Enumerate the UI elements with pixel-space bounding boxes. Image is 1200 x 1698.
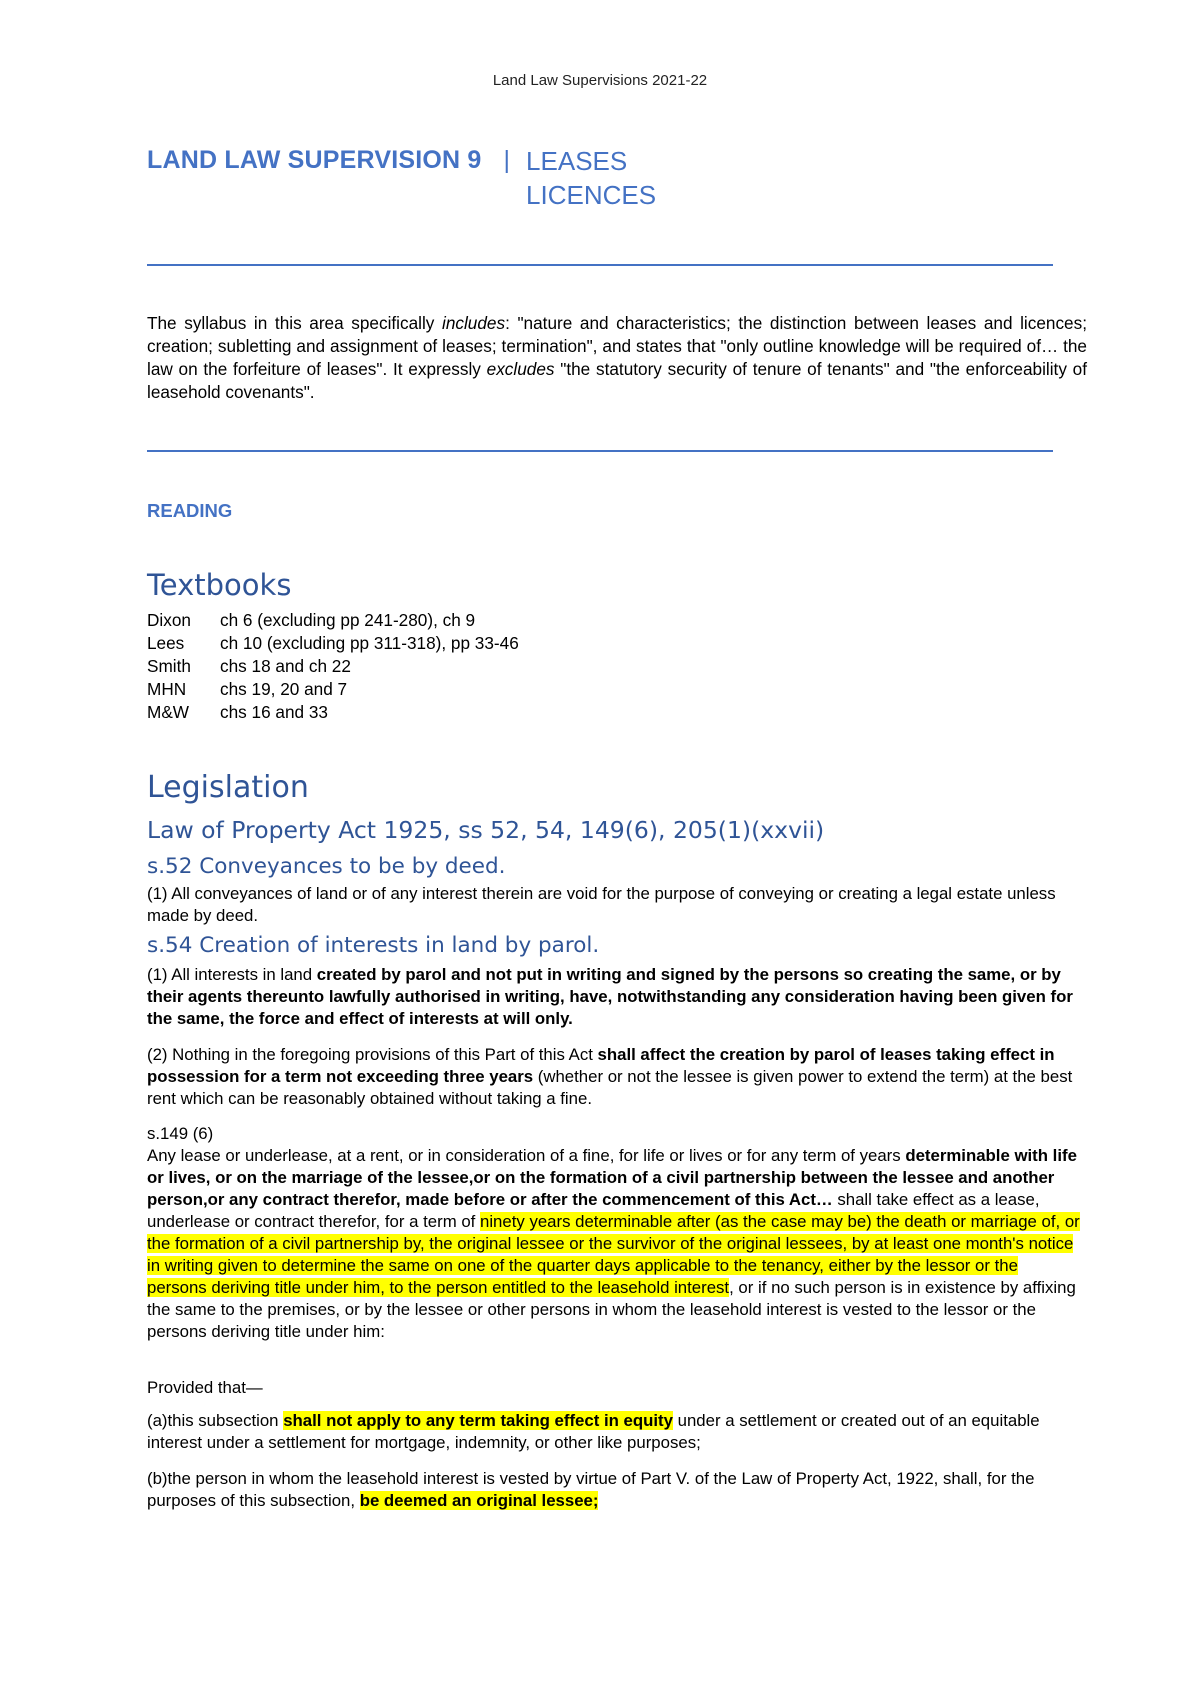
title-block: [147, 146, 1067, 212]
s149-bold: determinable with life or lives, or on the marriage of the lessee,or on the formation of a civil partnership between the lessee and another person,or any contract therefor, made before or after the commencement of this Act…: [147, 1146, 1077, 1209]
s52-text: (1) All conveyances of land or of any interest therein are void for the purpose of conveying or creating a legal estate unless made by deed.: [147, 884, 1056, 925]
s54-subsection-2: [147, 1044, 1082, 1110]
s54-subsection-1: [147, 964, 1082, 1030]
legislation-heading: Legislation: [147, 770, 309, 805]
proviso-b: [147, 1468, 1082, 1512]
divider-rule: [147, 450, 1053, 452]
syllabus-excludes: excludes: [486, 359, 555, 379]
textbook-ref: chs 18 and ch 22: [220, 656, 351, 676]
s54-heading: s.54 Creation of interests in land by parol.: [147, 933, 600, 958]
textbook-row: [147, 678, 519, 701]
s149-label: s.149 (6): [147, 1124, 214, 1143]
textbook-author: Dixon: [147, 610, 191, 630]
textbook-ref: ch 10 (excluding pp 311-318), pp 33-46: [220, 633, 519, 653]
page-title: LAND LAW SUPERVISION 9: [147, 146, 482, 174]
proviso-b-text: (b)the person in whom the leasehold interest is vested by virtue of Part V. of the Law of Property Act, 1922, shall, for the purposes of this subsection,: [147, 1469, 1035, 1510]
proviso-b-highlight: be deemed an original lessee;: [359, 1491, 599, 1510]
textbook-row: [147, 632, 519, 655]
reading-heading: READING: [147, 500, 233, 521]
s54-1-bold: created by parol and not put in writing and signed by the persons so creating the same, or by their agents thereunto lawfully authorised in writing, have, notwithstanding any consideration having been given for the same, the force and effect of interests at will only.: [147, 965, 1073, 1028]
syllabus-includes: includes: [442, 313, 506, 333]
textbook-author: M&W: [147, 702, 190, 722]
textbook-row: [147, 701, 519, 724]
textbook-author: MHN: [147, 679, 187, 699]
textbooks-list: [147, 609, 519, 724]
textbook-row: [147, 609, 519, 632]
running-header: Land Law Supervisions 2021-22: [492, 72, 708, 89]
s54-1-text: (1) All interests in land: [147, 965, 317, 984]
subtopic-leases: LEASES: [526, 146, 628, 176]
proviso-label: Provided that—: [147, 1378, 263, 1397]
textbook-row: [147, 655, 519, 678]
divider-rule: [147, 264, 1053, 266]
syllabus-text: "the statutory security of tenure of tenants" and "the enforceability of leasehold covenants".: [147, 359, 1088, 402]
proviso-a-text: (a)this subsection: [147, 1411, 284, 1430]
s149-highlight: ninety years determinable after (as the case may be) the death or marriage of, or the formation of a civil partnership by, the original lessee or the survivor of the original lessees, by at least one month's notice in writing given to determine the same on one of the quarter days applicable to the tenancy, either by the lessor or the persons deriving title under him, to the person entitled to the leasehold interest: [147, 1212, 1080, 1297]
proviso-a-highlight: shall not apply to any term taking effect in equity: [283, 1411, 673, 1430]
textbook-ref: chs 16 and 33: [220, 702, 328, 722]
s54-2-text: (2) Nothing in the foregoing provisions of this Part of this Act: [147, 1045, 598, 1064]
textbook-ref: chs 19, 20 and 7: [220, 679, 348, 699]
syllabus-text: The syllabus in this area specifically: [147, 313, 442, 333]
textbooks-heading: Textbooks: [147, 568, 292, 602]
textbook-author: Lees: [147, 633, 185, 653]
syllabus-paragraph: [147, 312, 1087, 404]
s54-2-text: (whether or not the lessee is given power to extend the term) at the best rent which can be reasonably obtained without taking a fine.: [147, 1067, 1073, 1108]
proviso-a: [147, 1410, 1082, 1454]
act-heading: Law of Property Act 1925, ss 52, 54, 149(6), 205(1)(xxvii): [147, 816, 825, 844]
title-subtopics: [526, 144, 656, 212]
textbook-author: Smith: [147, 656, 191, 676]
s149-section: [147, 1123, 1082, 1343]
s149-text: Any lease or underlease, at a rent, or in consideration of a fine, for life or lives or for any term of years: [147, 1146, 906, 1165]
syllabus-text: : "nature and characteristics; the distinction between leases and licences; creation; subletting and assignment of leases; termination", and states that "only outline knowledge will be required of… the law on the forfeiture of leases". It expressly: [147, 313, 1087, 379]
s52-heading: s.52 Conveyances to be by deed.: [147, 854, 506, 879]
s149-text: shall take effect as a lease, underlease or contract therefor, for a term of: [147, 1190, 1040, 1231]
textbook-ref: ch 6 (excluding pp 241-280), ch 9: [220, 610, 476, 630]
s54-2-bold: shall affect the creation by parol of leases taking effect in possession for a term not exceeding three years: [147, 1045, 1055, 1086]
title-separator: |: [503, 146, 511, 174]
proviso-a-text: under a settlement or created out of an equitable interest under a settlement for mortgage, indemnity, or other like purposes;: [147, 1411, 1040, 1452]
subtopic-licences: LICENCES: [526, 180, 657, 210]
s149-text: , or if no such person is in existence by affixing the same to the premises, or by the lessee or other persons in whom the leasehold interest is vested to the lessor or the persons deriving title under him:: [147, 1278, 1076, 1341]
